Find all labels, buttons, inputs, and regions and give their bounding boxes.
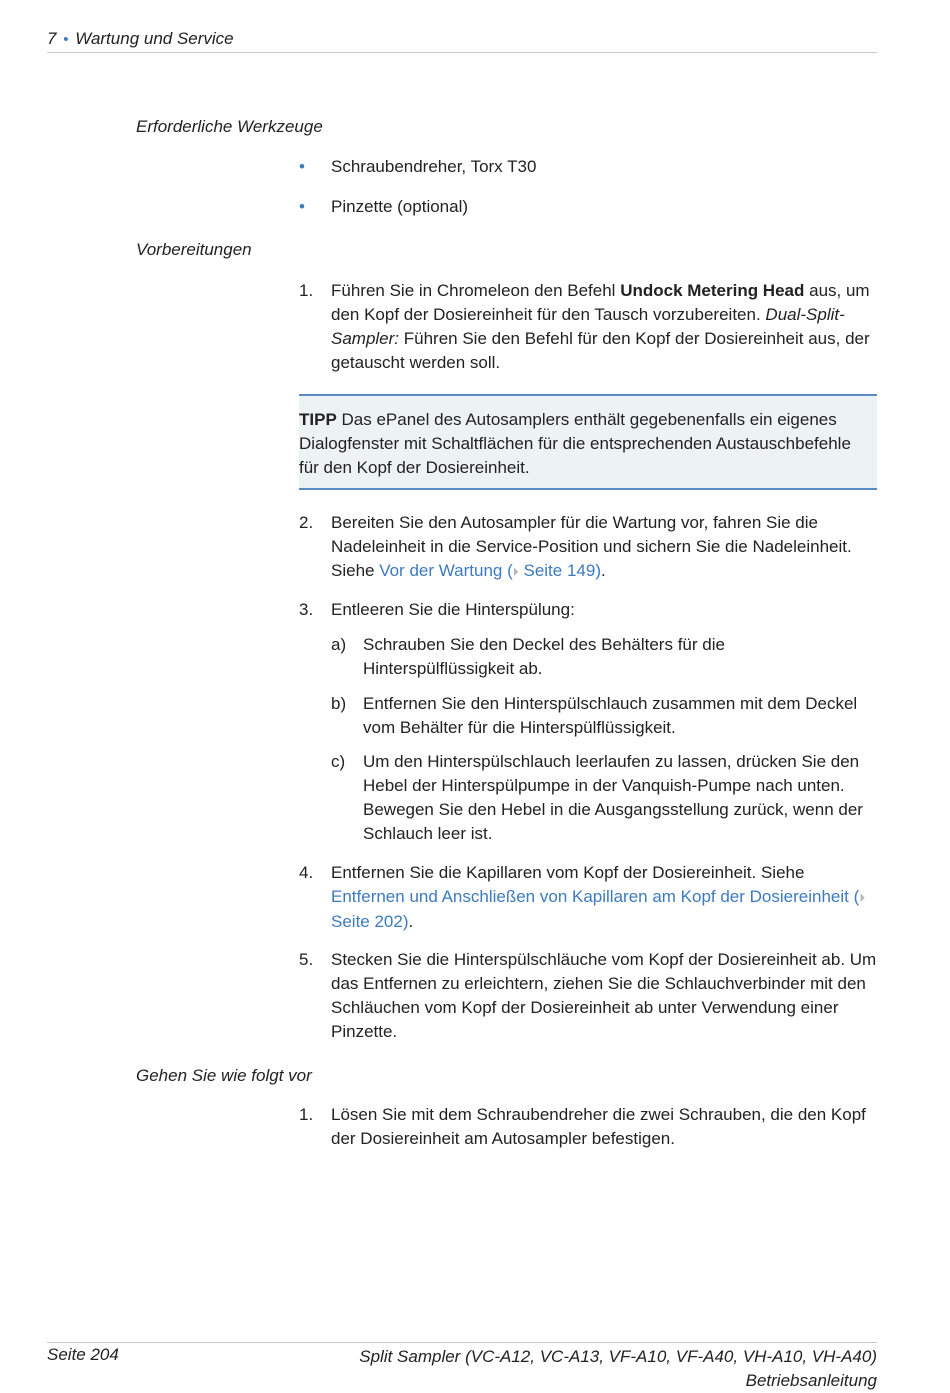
link-text[interactable]: Vor der Wartung (	[379, 561, 513, 580]
bullet-icon: •	[299, 197, 305, 216]
substep-text: Um den Hinterspülschlauch leerlaufen zu lassen, drücken Sie den Hebel der Hinterspülpumpe in der Vanquish-Pumpe nach unten. Bewegen Sie den Hebel in die Ausgangsstellung zurück, wenn der Schlauch leer ist.	[363, 752, 863, 843]
substep-text: Schrauben Sie den Deckel des Behälters für die Hinterspülflüssigkeit ab.	[363, 635, 725, 678]
substep-a	[331, 633, 877, 681]
step-text-part: Entfernen Sie die Kapillaren vom Kopf der Dosiereinheit. Siehe	[331, 863, 805, 882]
step-text	[331, 861, 877, 934]
step-number: 1.	[299, 281, 314, 300]
substep-letter: a)	[331, 635, 347, 654]
step-text-part: Führen Sie in Chromeleon den Befehl	[331, 281, 621, 300]
tool-item-text: Pinzette (optional)	[331, 197, 469, 216]
link-page[interactable]: Seite 149)	[518, 561, 601, 580]
tip-box	[299, 394, 877, 490]
step-text	[331, 511, 877, 584]
step-number: 5.	[299, 950, 314, 969]
variant-label: Dual-Split-Sampler:	[331, 305, 845, 348]
step-number: 1.	[299, 1105, 314, 1124]
page-arrow-icon: ⏵	[859, 891, 866, 905]
procedure-step-1	[299, 1103, 877, 1151]
tip-body: Das ePanel des Autosamplers enthält gegebenenfalls ein eigenes Dialogfenster mit Schaltflächen für die entsprechenden Austauschbefehle für den Kopf der Dosiereinheit.	[299, 410, 851, 477]
substep-letter: c)	[331, 752, 346, 771]
chapter-number: 7	[47, 29, 57, 48]
prep-section-label: Vorbereitungen	[136, 240, 252, 259]
prep-step-3	[299, 598, 877, 622]
page-arrow-icon: ⏵	[512, 565, 519, 579]
header-bullet: •	[63, 31, 69, 48]
prep-step-1	[299, 279, 877, 375]
command-name: Undock Metering Head	[620, 281, 805, 300]
substep-text: Entfernen Sie den Hinterspülschlauch zusammen mit dem Deckel vom Behälter für die Hinterspülflüssigkeit.	[363, 694, 858, 737]
prep-step-5	[299, 948, 877, 1044]
footer-divider	[47, 1342, 877, 1343]
prep-step-2	[299, 511, 877, 584]
step-text-part: .	[601, 561, 606, 580]
product-name: Split Sampler (VC-A12, VC-A13, VF-A10, VF-A40, VH-A10, VH-A40)	[359, 1347, 877, 1366]
tool-item-text: Schraubendreher, Torx T30	[331, 157, 537, 176]
link-text[interactable]: Entfernen und Anschließen von Kapillaren am Kopf der Dosiereinheit (	[331, 887, 860, 906]
substep-c	[331, 750, 877, 846]
prep-step-4	[299, 861, 877, 934]
procedure-section-label: Gehen Sie wie folgt vor	[136, 1066, 312, 1085]
tool-list-item	[299, 195, 877, 219]
footer-document-info	[359, 1345, 877, 1393]
step-text	[331, 279, 877, 375]
substep-b	[331, 692, 877, 740]
step-text: Lösen Sie mit dem Schraubendreher die zwei Schrauben, die den Kopf der Dosiereinheit am Autosampler befestigen.	[331, 1105, 866, 1148]
link-page[interactable]: Seite 202)	[331, 912, 409, 931]
step-text-part: aus, um den Kopf der Dosiereinheit für den Tausch vorzubereiten.	[331, 281, 870, 324]
tool-list-item	[299, 155, 877, 179]
tools-section-label: Erforderliche Werkzeuge	[136, 117, 323, 136]
page-header	[47, 29, 877, 53]
chapter-title: Wartung und Service	[75, 29, 234, 48]
tip-label: TIPP	[299, 410, 337, 429]
step-text: Stecken Sie die Hinterspülschläuche vom Kopf der Dosiereinheit ab. Um das Entfernen zu erleichtern, ziehen Sie die Schlauchverbinder mit den Schläuchen vom Kopf der Dosiereinheit ab unter Verwendung einer Pinzette.	[331, 950, 877, 1041]
cross-reference-link[interactable]	[379, 561, 601, 580]
step-text-part: Bereiten Sie den Autosampler für die Wartung vor, fahren Sie die Nadeleinheit in die Service-Position und sichern Sie die Nadeleinheit. Siehe	[331, 513, 852, 580]
document-type: Betriebsanleitung	[745, 1371, 877, 1390]
step-text: Entleeren Sie die Hinterspülung:	[331, 600, 575, 619]
step-number: 4.	[299, 863, 314, 882]
page-number: Seite 204	[47, 1345, 119, 1364]
step-number: 2.	[299, 513, 314, 532]
tip-text	[299, 408, 869, 480]
step-text-part: .	[408, 912, 414, 931]
step-number: 3.	[299, 600, 314, 619]
bullet-icon: •	[299, 157, 305, 176]
step-text-part: Führen Sie den Befehl für den Kopf der Dosiereinheit aus, der getauscht werden soll.	[331, 329, 870, 372]
substep-letter: b)	[331, 694, 347, 713]
